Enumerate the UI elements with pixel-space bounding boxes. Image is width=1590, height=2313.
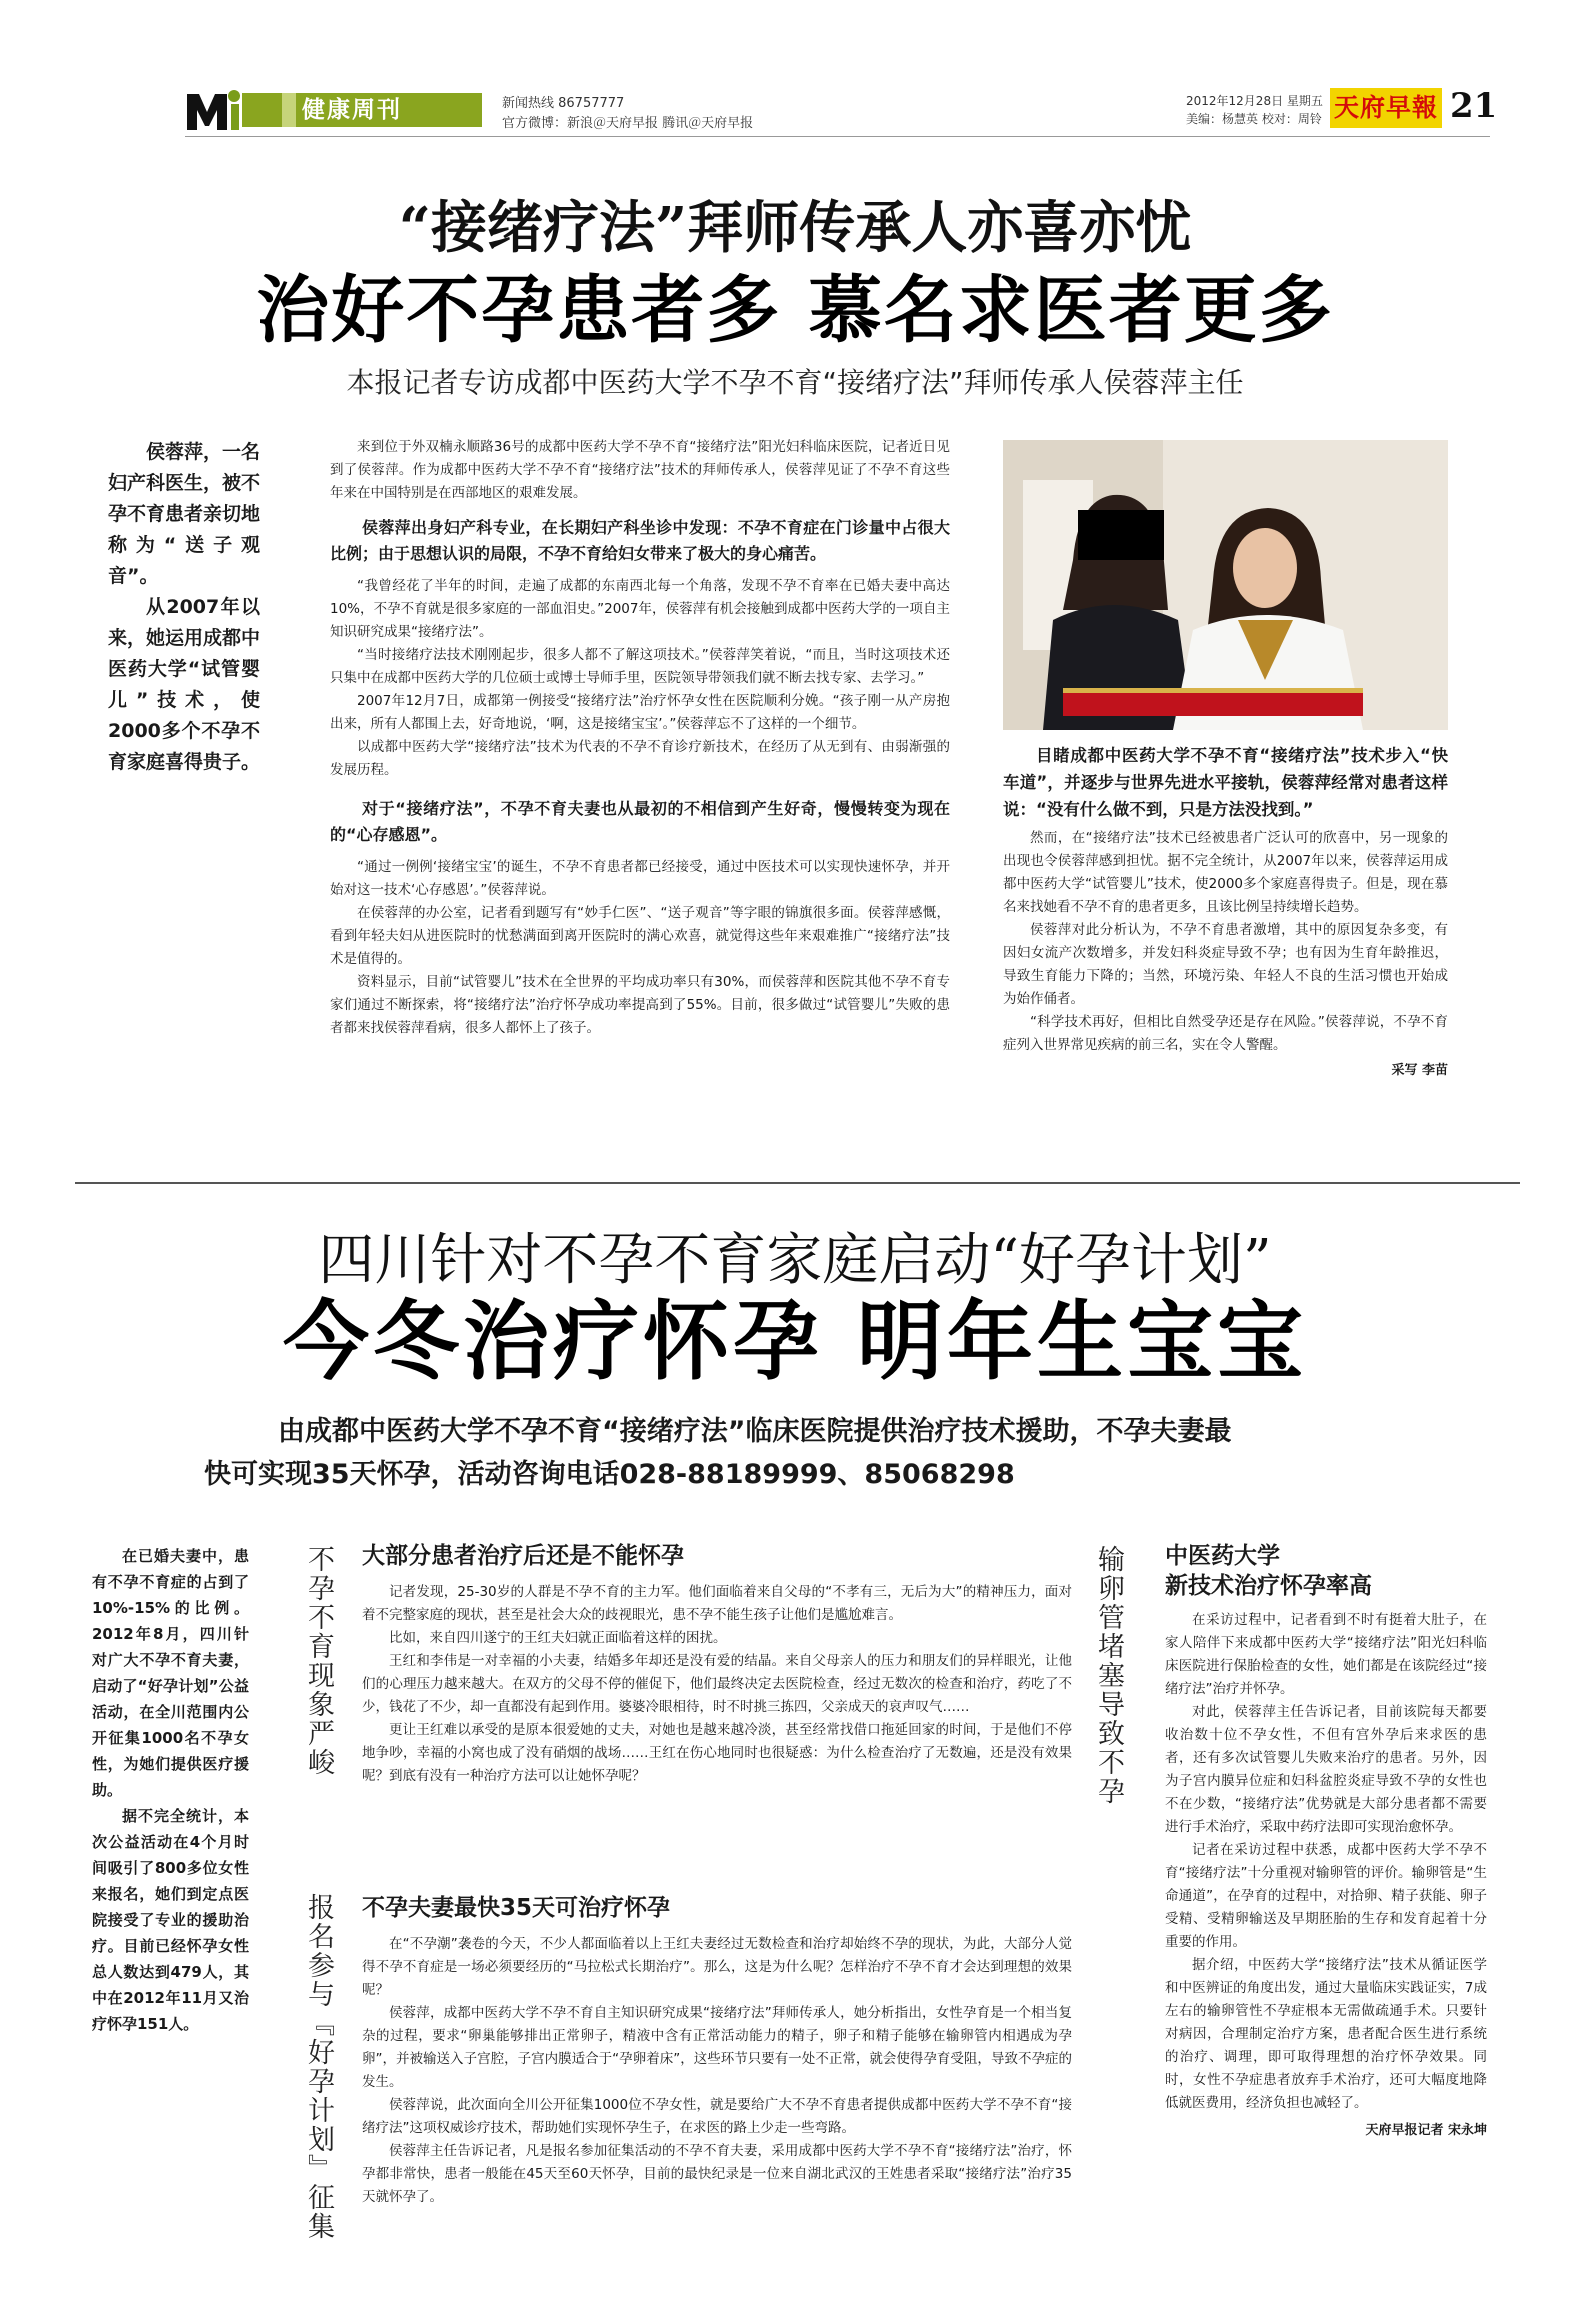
body-paragraph: 以成都中医药大学“接绪疗法”技术为代表的不孕不育诊疗新技术，在经历了从无到有、由弱渐强的发展历程。 xyxy=(330,739,950,778)
lead-paragraph: 对于“接绪疗法”，不孕不育夫妻也从最初的不相信到产生好奇，慢慢转变为现在的“心存感恩”。 xyxy=(330,799,950,844)
article1-sidebar xyxy=(108,437,260,778)
subsection-title: 不孕夫妻最快35天可治疗怀孕 xyxy=(362,1895,671,1921)
article1-byline: 采写 李苗 xyxy=(1391,1063,1448,1078)
article2-subtitle-line1: 由成都中医药大学不孕不育“接绪疗法”临床医院提供治疗技术援助，不孕夫妻最 xyxy=(278,1416,1232,1447)
lead-paragraph: 侯蓉萍出身妇产科专业，在长期妇产科坐诊中发现：不孕不育症在门诊量中占很大比例；由于思想认识的局限，不孕不育给妇女带来了极大的身心痛苦。 xyxy=(330,518,950,563)
body-paragraph: 记者在采访过程中获悉，成都中医药大学不孕不育“接绪疗法”十分重视对输卵管的评价。输卵管是“生命通道”，在孕育的过程中，对拾卵、精子获能、卵子受精、受精卵输送及早期胚胎的生存和发育起着十分重要的作用。 xyxy=(1165,1842,1487,1950)
body-paragraph: 据介绍，中医药大学“接绪疗法”技术从循证医学和中医辨证的角度出发，通过大量临床实践证实，7成左右的输卵管性不孕症根本无需做疏通手术。只要针对病因，合理制定治疗方案，患者配合医生进行系统的治疗、调理，即可取得理想的治疗怀孕效果。同时，女性不孕症患者放弃手术治疗，还可大幅度地降低就医费用，经济负担也减轻了。 xyxy=(1165,1957,1487,2111)
body-paragraph: “当时接绪疗法技术刚刚起步，很多人都不了解这项技术。”侯蓉萍笑着说，“而且，当时这项技术还只集中在成都中医药大学的几位硕士或博士导师手里，医院领导带领我们就不断去找专家、去学习。” xyxy=(330,647,950,686)
section-title: 健康周刊 xyxy=(302,96,402,123)
article1-sidebar-para: 侯蓉萍，一名妇产科医生，被不孕不育患者亲切地称为“送子观音”。 xyxy=(108,441,261,587)
article1-kicker: “接绪疗法”拜师传承人亦喜亦忧 xyxy=(398,195,1192,261)
article2-sidebar-para: 在已婚夫妻中，患有不孕不育症的占到了10%-15%的比例。2012年8月，四川针对广大不孕不育夫妻，启动了“好孕计划”公益活动，在全川范围内公开征集1000名不孕女性，为她们提供医疗援助。 xyxy=(92,1547,249,1799)
article2-byline: 天府早报记者 宋永坤 xyxy=(1365,2123,1487,2138)
hotline: 新闻热线 86757777 xyxy=(502,96,625,111)
body-paragraph: 侯蓉萍，成都中医药大学不孕不育自主知识研究成果“接绪疗法”拜师传承人，她分析指出，女性孕育是一个相当复杂的过程，要求“卵巢能够排出正常卵子，精液中含有正常活动能力的精子，卵子和精子能够在输卵管内相遇成为孕卵”，并被输送入子宫腔，子宫内膜适合于“孕卵着床”，这些环节只要有一处不正常，就会使得孕育受阻，导致不孕症的发生。 xyxy=(362,2005,1072,2090)
body-paragraph: 然而，在“接绪疗法”技术已经被患者广泛认可的欣喜中，另一现象的出现也令侯蓉萍感到担忧。据不完全统计，从2007年以来，侯蓉萍运用成都中医药大学“试管婴儿”技术，使2000多个家庭喜得贵子。但是，现在慕名来找她看不孕不育的患者更多，且该比例呈持续增长趋势。 xyxy=(1003,830,1448,915)
vertical-label-severity: 不孕不育现象严峻 xyxy=(303,1545,334,1777)
header-rule xyxy=(185,136,1490,137)
body-paragraph: 2007年12月7日，成都第一例接受“接绪疗法”治疗怀孕女性在医院顺利分娩。“孩子刚一从产房抱出来，所有人都围上去，好奇地说，‘啊，这是接绪宝宝’。”侯蓉萍忘不了这样的一个细节。 xyxy=(330,693,950,732)
body-paragraph: 更让王红难以承受的是原本很爱她的丈夫，对她也是越来越冷淡，甚至经常找借口拖延回家的时间，于是他们不停地争吵，幸福的小窝也成了没有硝烟的战场……王红在伤心地同时也很疑惑：为什么检查治疗了无数遍，还是没有效果呢？到底有没有一种治疗方法可以让她怀孕呢？ xyxy=(362,1722,1072,1784)
body-paragraph: 记者发现，25-30岁的人群是不孕不育的主力军。他们面临着来自父母的“不孝有三，无后为大”的精神压力，面对着不完整家庭的现状，甚至是社会大众的歧视眼光，患不孕不能生孩子让他们是尴尬难言。 xyxy=(362,1584,1072,1623)
face-redaction xyxy=(1078,510,1164,560)
article-separator xyxy=(75,1182,1520,1184)
right-title-line1: 中医药大学 xyxy=(1165,1543,1280,1569)
article2-right-column xyxy=(1165,1541,1487,2138)
subsection-title: 大部分患者治疗后还是不能怀孕 xyxy=(362,1543,684,1569)
body-paragraph: 在侯蓉萍的办公室，记者看到题写有“妙手仁医”、“送子观音”等字眼的锦旗很多面。侯蓉萍感慨，看到年轻夫妇从进医院时的忧愁满面到离开医院时的满心欢喜，就觉得这些年来艰难推广“接绪疗法”技术是值得的。 xyxy=(330,905,950,967)
article2-kicker: 四川针对不孕不育家庭启动“好孕计划” xyxy=(318,1228,1272,1293)
photo-caption: 目睹成都中医药大学不孕不育“接绪疗法”技术步入“快车道”，并逐步与世界先进水平接轨，侯蓉萍经常对患者这样说：“没有什么做不到，只是方法没找到。” xyxy=(1003,746,1448,819)
body-paragraph: 侯蓉萍对此分析认为，不孕不育患者激增，其中的原因复杂多变，有因妇女流产次数增多，并发妇科炎症导致不孕；也有因为生育年龄推迟，导致生育能力下降的；当然，环境污染、年轻人不良的生活习惯也开始成为始作俑者。 xyxy=(1003,922,1448,1007)
article1-sidebar-para: 从2007年以来，她运用成都中医药大学“试管婴儿”技术，使2000多个不孕不育家庭喜得贵子。 xyxy=(108,596,261,773)
official-weibo: 官方微博：新浪＠天府早报 腾讯＠天府早报 xyxy=(502,116,754,131)
right-title-line2: 新技术治疗怀孕率高 xyxy=(1165,1573,1372,1599)
body-paragraph: 比如，来自四川遂宁的王红夫妇就正面临着这样的困扰。 xyxy=(389,1630,727,1646)
body-paragraph: 王红和李伟是一对幸福的小夫妻，结婚多年却还是没有爱的结晶。来自父母亲人的压力和朋友们的异样眼光，让他们的心理压力越来越大。在双方的父母不停的催促下，他们最终决定去医院检查，经过无数次的检查和治疗，药吃了不少，钱花了不少，却一直都没有起到作用。婆婆冷眼相待，时不时挑三拣四，父亲成天的哀声叹气…… xyxy=(362,1653,1072,1715)
vertical-label-registration: 报名参与『好孕计划』征集 xyxy=(303,1893,334,2241)
paper-name: 天府早報 xyxy=(1333,93,1438,122)
body-paragraph: 侯蓉萍说，此次面向全川公开征集1000位不孕女性，就是要给广大不孕不育患者提供成都中医药大学不孕不育“接绪疗法”这项权威诊疗技术，帮助她们实现怀孕生子，在求医的路上少走一些弯路。 xyxy=(362,2097,1072,2136)
section-banner xyxy=(242,93,482,127)
body-paragraph: “科学技术再好，但相比自然受孕还是存在风险。”侯蓉萍说，不孕不育症列入世界常见疾病的前三名，实在令人警醒。 xyxy=(1003,1014,1448,1053)
masthead-logo xyxy=(185,88,247,132)
article2-subtitle-line2: 快可实现35天怀孕，活动咨询电话028-88189999、85068298 xyxy=(204,1459,1015,1490)
body-paragraph: “通过一例例‘接绪宝宝’的诞生，不孕不育患者都已经接受，通过中医技术可以实现快速怀孕，并开始对这一技术‘心存感恩’。”侯蓉萍说。 xyxy=(330,859,950,898)
body-paragraph: “我曾经花了半年的时间，走遍了成都的东南西北每一个角落，发现不孕不育率在已婚夫妻中高达10%，不孕不育就是很多家庭的一部血泪史。”2007年，侯蓉萍有机会接触到成都中医药大学的一项自主知识研究成果“接绪疗法”。 xyxy=(330,578,950,640)
article2-sidebar-para: 据不完全统计，本次公益活动在4个月时间吸引了800多位女性来报名，她们到定点医院接受了专业的援助治疗。目前已经怀孕女性总人数达到479人，其中在2012年11月又治疗怀孕151人。 xyxy=(92,1807,249,2033)
body-paragraph: 在采访过程中，记者看到不时有挺着大肚子，在家人陪伴下来成都中医药大学“接绪疗法”阳光妇科临床医院进行保胎检查的女性，她们都是在该院经过“接绪疗法”治疗并怀孕。 xyxy=(1165,1612,1487,1697)
subsection-1 xyxy=(362,1541,1072,1788)
article1-right-column xyxy=(1003,742,1448,1078)
article1-headline: 治好不孕患者多 慕名求医者更多 xyxy=(256,268,1334,353)
vertical-label-tubal: 输卵管堵塞导致不孕 xyxy=(1093,1545,1124,1806)
body-paragraph: 资料显示，目前“试管婴儿”技术在全世界的平均成功率只有30%，而侯蓉萍和医院其他不孕不育专家们通过不断探索，将“接绪疗法”治疗怀孕成功率提高到了55%。目前，很多做过“试管婴儿”失败的患者都来找侯蓉萍看病，很多人都怀上了孩子。 xyxy=(330,974,950,1036)
page-number: 21 xyxy=(1450,86,1498,126)
body-paragraph: 来到位于外双楠永顺路36号的成都中医药大学不孕不育“接绪疗法”阳光妇科临床医院，记者近日见到了侯蓉萍。作为成都中医药大学不孕不育“接绪疗法”技术的拜师传承人，侯蓉萍见证了不孕不育这些年来在中国特别是在西部地区的艰难发展。 xyxy=(330,439,950,501)
article1-subtitle: 本报记者专访成都中医药大学不孕不育“接绪疗法”拜师传承人侯蓉萍主任 xyxy=(346,366,1244,399)
article2-sidebar xyxy=(92,1543,249,2037)
body-paragraph: 侯蓉萍主任告诉记者，凡是报名参加征集活动的不孕不育夫妻，采用成都中医药大学不孕不育“接绪疗法”治疗，怀孕都非常快，患者一般能在45天至60天怀孕，目前的最快纪录是一位来自湖北武汉的王姓患者采取“接绪疗法”治疗35天就怀孕了。 xyxy=(362,2143,1072,2205)
editor-credit: 美编：杨慧英 校对：周铃 xyxy=(1186,112,1322,126)
interview-photo xyxy=(1003,440,1448,730)
issue-date: 2012年12月28日 星期五 xyxy=(1186,94,1323,108)
body-paragraph: 对此，侯蓉萍主任告诉记者，目前该院每天都要收治数十位不孕女性，不但有宫外孕后来求医的患者，还有多次试管婴儿失败来治疗的患者。另外，因为子宫内膜异位症和妇科盆腔炎症导致不孕的女性也不在少数，“接绪疗法”优势就是大部分患者都不需要进行手术治疗，采取中药疗法即可实现治愈怀孕。 xyxy=(1165,1704,1487,1835)
article1-main-column xyxy=(330,436,950,1040)
subsection-2 xyxy=(362,1893,1072,2209)
paper-logo xyxy=(1330,88,1442,128)
article2-headline: 今冬治疗怀孕 明年生宝宝 xyxy=(283,1292,1307,1392)
body-paragraph: 在“不孕潮”袭卷的今天，不少人都面临着以上王红夫妻经过无数检查和治疗却始终不孕的现状，为此，大部分人觉得不孕不育症是一场必须要经历的“马拉松式长期治疗”。那么，这是为什么呢？怎样治疗不孕不育才会达到理想的效果呢？ xyxy=(362,1936,1072,1998)
